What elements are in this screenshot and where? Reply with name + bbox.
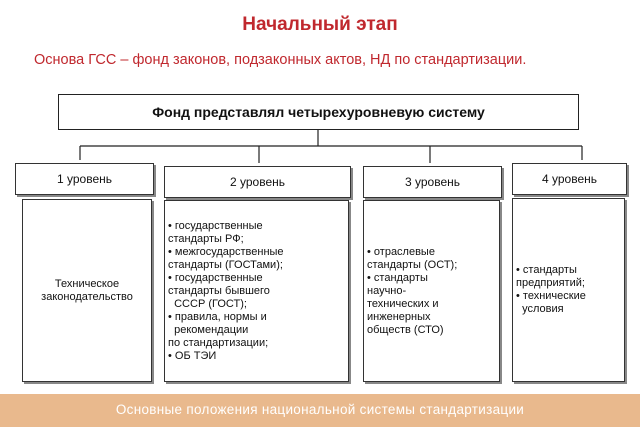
level-3-line: • отраслевые	[367, 245, 435, 258]
footer-text: Основные положения национальной системы стандартизации	[115, 402, 525, 417]
level-3-content	[363, 200, 500, 382]
level-1-content	[22, 199, 152, 382]
level-2-line: СССР (ГОСТ);	[168, 297, 247, 310]
level-3-line: • стандарты	[367, 271, 428, 284]
level-3-line: стандарты (ОСТ);	[367, 258, 458, 271]
level-2-line: • государственные	[168, 219, 263, 232]
level-2-line: стандарты РФ;	[168, 232, 244, 245]
fund-box: Фонд представлял четырехуровневую систему	[58, 94, 579, 130]
level-2-line: • правила, нормы и	[168, 310, 267, 323]
level-3-line: инженерных	[367, 310, 431, 323]
level-4-content	[512, 198, 625, 382]
level-2-line: • ОБ ТЭИ	[168, 349, 217, 362]
level-2-line: стандарты (ГОСТами);	[168, 258, 283, 271]
level-2-line: стандарты бывшего	[168, 284, 270, 297]
level-2-line: по стандартизации;	[168, 336, 269, 349]
level-2-content	[164, 200, 349, 382]
level-2-line: • межгосударственные	[168, 245, 284, 258]
slide-subtitle: Основа ГСС – фонд законов, подзаконных актов, НД по стандартизации.	[34, 52, 527, 68]
level-4-line: • стандарты	[516, 264, 577, 276]
level-3-line: научно-	[367, 284, 407, 297]
level-4-line: • технические	[516, 290, 586, 302]
level-1-line: Техническое	[54, 277, 120, 290]
level-2-line: • государственные	[168, 271, 263, 284]
level-3-line: технических и	[367, 297, 439, 310]
level-1-line: законодательство	[41, 290, 133, 303]
level-4-line: предприятий;	[516, 277, 585, 289]
level-3-header: 3 уровень	[363, 166, 502, 198]
level-1-header: 1 уровень	[15, 163, 154, 195]
level-4-line: условия	[516, 303, 564, 315]
slide-title: Начальный этап	[242, 14, 398, 35]
level-3-line: обществ (СТО)	[367, 323, 444, 336]
level-2-line: рекомендации	[168, 323, 249, 336]
level-2-header: 2 уровень	[164, 166, 351, 198]
level-4-header: 4 уровень	[512, 163, 627, 195]
